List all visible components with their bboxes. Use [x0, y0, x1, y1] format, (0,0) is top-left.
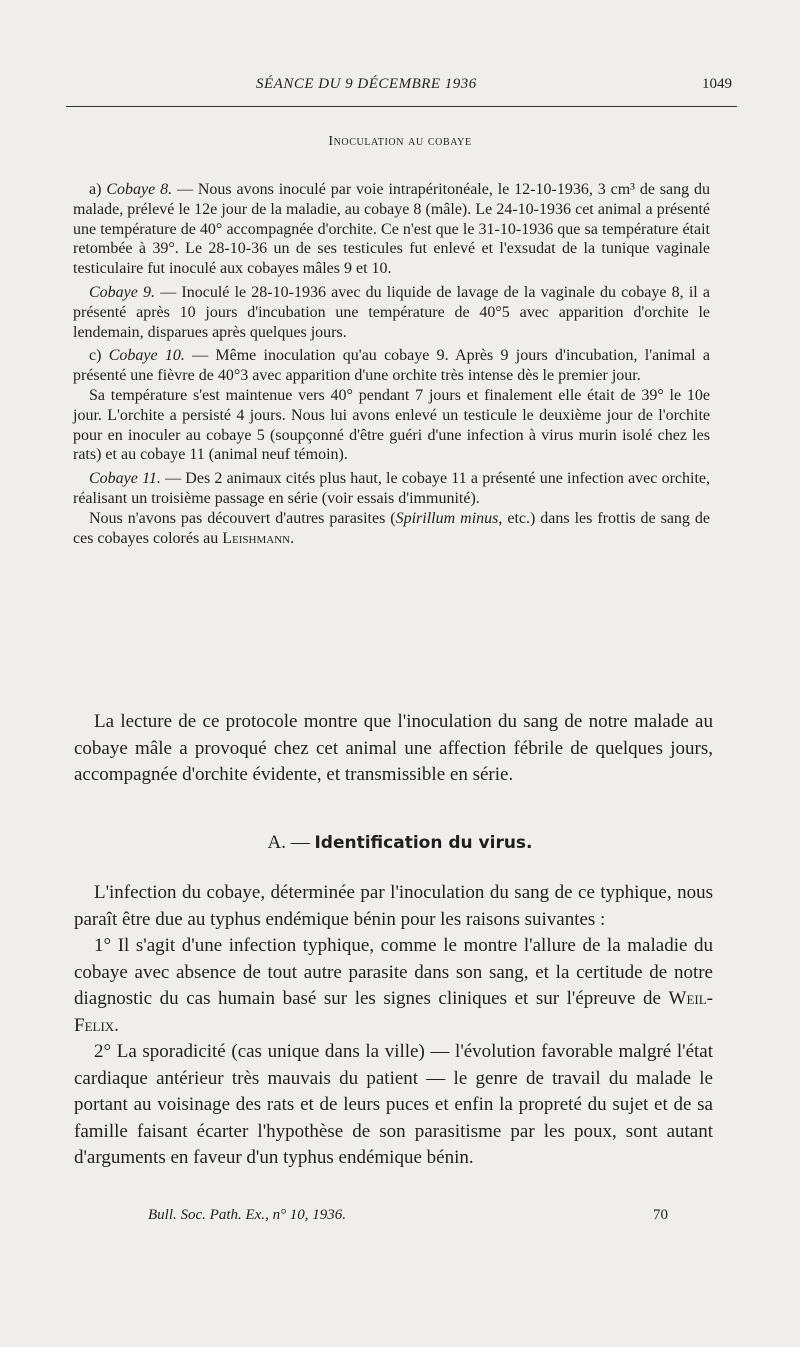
- page-number: 1049: [702, 76, 732, 92]
- footer: [148, 1207, 668, 1224]
- parasites-note: Nous n'avons pas découvert d'autres parasites (Spirillum minus, etc.) dans les frottis de sang de ces cobayes colorés au Leishmann.: [73, 509, 710, 547]
- body-paragraph: 1° Il s'agit d'une infection typhique, comme le montre l'allure de la maladie du cobaye avec absence de tout autre parasite dans son sang, et la certitude de notre diagnostic du cas humain basé sur les signes cliniques et sur l'épreuve de Weil-Felix.: [74, 935, 713, 1036]
- summary-paragraph: La lecture de ce protocole montre que l'inoculation du sang de notre malade au cobaye mâle a provoqué chez cet animal une affection fébrile de quelques jours, accompagnée d'orchite évidente, et transmissible en série.: [74, 711, 713, 785]
- protocol-paragraph: Sa température s'est maintenue vers 40° pendant 7 jours et finalement elle était de 39° le 10e jour. L'orchite a persisté 4 jours. Nous lui avons enlevé un testicule le deuxième jour de l'orchite pour en inoculer au cobaye 5 (soupçonné d'être guéri d'une infection à virus murin isolé chez les rats) et au cobaye 11 (animal neuf témoin).: [73, 386, 710, 464]
- summary-block: [74, 709, 713, 789]
- animal-label: Cobaye 11.: [89, 470, 161, 488]
- sheet-number: 70: [653, 1207, 668, 1223]
- running-title: SÉANCE DU 9 DÉCEMBRE 1936: [256, 76, 477, 92]
- animal-label: Cobaye 8.: [106, 181, 173, 198]
- protocol-paragraph: a) Cobaye 8. — Nous avons inoculé par voie intrapéritonéale, le 12-10-1936, 3 cm³ de sang du malade, prélevé le 12e jour de la maladie, au cobaye 8 (mâle). Le 24-10-1936 cet animal a présenté une température de 40° accompagnée d'orchite. Ce n'est que le 31-10-1936 que sa température était retombée à 39°. Le 28-10-36 un de ses testicules fut enlevé et l'exsudat de la tunique vaginale testiculaire fut inoculé aux cobayes mâles 9 et 10.: [73, 181, 711, 278]
- identification-block: [74, 880, 713, 1172]
- section-heading: A. — Identification du virus.: [267, 832, 533, 853]
- species-name: Spirillum minus: [395, 509, 499, 527]
- animal-label: Cobaye 9.: [89, 283, 156, 301]
- protocol-paragraph: Cobaye 9. — Inoculé le 28-10-1936 avec du liquide de lavage de la vaginale du cobaye 8, il a présenté après 10 jours d'incubation une température de 40°5 avec apparition d'orchite le lendemain, disparues après quelques jours.: [73, 283, 711, 341]
- section-title: Inoculation au cobaye: [328, 134, 472, 149]
- section-heading-title: Identification du virus.: [314, 833, 533, 853]
- body-paragraph: L'infection du cobaye, déterminée par l'inoculation du sang de ce typhique, nous paraît être due au typhus endémique bénin pour les raisons suivantes :: [74, 882, 713, 930]
- body-paragraph: 2° La sporadicité (cas unique dans la ville) — l'évolution favorable malgré l'état cardiaque antérieur très mauvais du patient — le genre de travail du malade le portant au voisinage des rats et de leurs puces et enfin la propreté du sujet et de sa famille faisant écarter l'hypothèse de son parasitisme par les poux, sont autant d'arguments en faveur d'un typhus endémique bénin.: [74, 1041, 713, 1168]
- journal-issue: , n° 10, 1936.: [265, 1207, 347, 1223]
- protocol-block: [73, 180, 710, 548]
- running-header: [66, 76, 732, 102]
- protocol-paragraph: c) Cobaye 10. — Même inoculation qu'au cobaye 9. Après 9 jours d'incubation, l'animal a présenté une fièvre de 40°3 avec apparition d'une orchite très intense dès le premier jour.: [73, 347, 710, 385]
- test-name: Weil-Felix: [74, 988, 713, 1036]
- author-name: Leishmann: [222, 529, 291, 547]
- protocol-paragraph: Cobaye 11. — Des 2 animaux cités plus haut, le cobaye 11 a présenté une infection avec orchite, réalisant un troisième passage en série (voir essais d'immunité).: [73, 470, 711, 507]
- journal-citation: Bull. Soc. Path. Ex.: [148, 1207, 266, 1223]
- header-rule: [66, 106, 737, 107]
- animal-label: Cobaye 10.: [108, 347, 185, 365]
